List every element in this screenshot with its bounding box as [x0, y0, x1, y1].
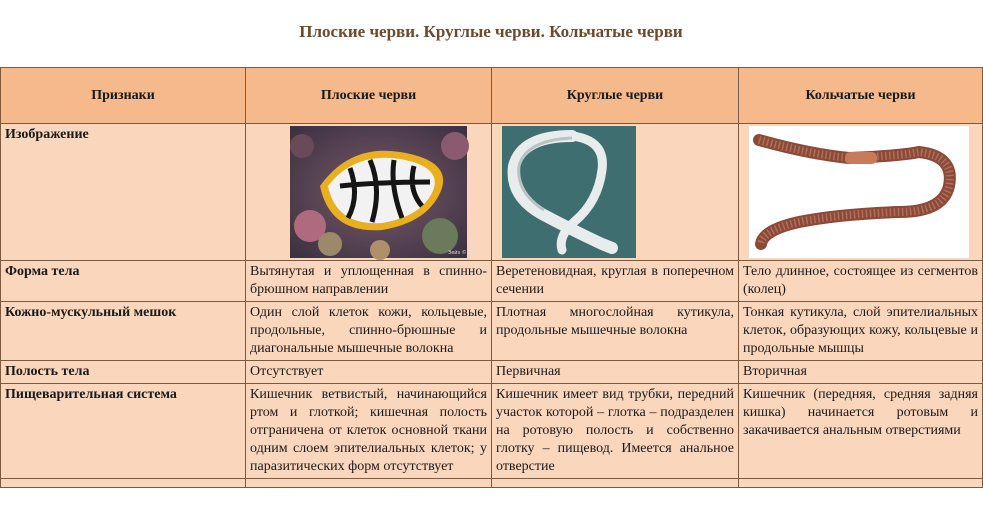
flatworm-cell: Отсутствует [246, 361, 492, 384]
flatworm-cell: Кишечник ветвистый, начинающийся ртом и глоткой; кишечная полость отграничена от клеток основной ткани одним слоем эпителиальных клеток; у паразитических форм отсутствует [246, 384, 492, 479]
roundworm-cell: Плотная многослойная кутикула, продольные мышечные волокна [492, 302, 739, 361]
table-row [1, 361, 983, 384]
annelid-cell: Вторичная [739, 361, 983, 384]
roundworm-cell: Первичная [492, 361, 739, 384]
image-row [1, 124, 983, 261]
comparison-table [0, 67, 983, 488]
header-cell-features: Признаки [1, 68, 246, 124]
flatworm-image [290, 126, 472, 258]
row-label-image: Изображение [1, 124, 246, 261]
row-label: Полость тела [1, 361, 246, 384]
flatworm-cell: Один слой клеток кожи, кольцевые, продольные, спинно-брюшные и диагональные мышечные волокна [246, 302, 492, 361]
table-row [1, 302, 983, 361]
flatworm-cell: Вытянутая и уплощенная в спинно-брюшном направлении [246, 261, 492, 302]
header-cell-flatworms: Плоские черви [246, 68, 492, 124]
header-row [1, 68, 983, 124]
table-row [1, 384, 983, 479]
table-row [1, 261, 983, 302]
roundworm-image [502, 126, 636, 258]
row-label: Пищеварительная система [1, 384, 246, 479]
annelid-cell: Тонкая кутикула, слой эпителиальных клеток, образующих кожу, кольцевые и продольные мышцы [739, 302, 983, 361]
flatworm-watermark: Зейз © 3 [448, 250, 472, 256]
annelid-cell: Тело длинное, состоящее из сегментов (колец) [739, 261, 983, 302]
flatworm-image-cell [246, 124, 492, 261]
roundworm-image-cell [492, 124, 739, 261]
annelid-cell: Кишечник (передняя, средняя задняя кишка) начинается ротовым и закачивается анальным отверстиями [739, 384, 983, 479]
header-cell-annelids: Кольчатые черви [739, 68, 983, 124]
annelid-image [749, 126, 969, 258]
annelid-image-cell [739, 124, 983, 261]
roundworm-cell: Веретеновидная, круглая в поперечном сечении [492, 261, 739, 302]
page-title: Плоские черви. Круглые черви. Кольчатые черви [299, 22, 683, 41]
row-label: Форма тела [1, 261, 246, 302]
header-cell-roundworms: Круглые черви [492, 68, 739, 124]
roundworm-cell: Кишечник имеет вид трубки, передний участок которой – глотка – подразделен на ротовую полость и собственно глотку – пищевод. Имеется анальное отверстие [492, 384, 739, 479]
row-label: Кожно-мускульный мешок [1, 302, 246, 361]
cut-off-row [1, 479, 983, 488]
